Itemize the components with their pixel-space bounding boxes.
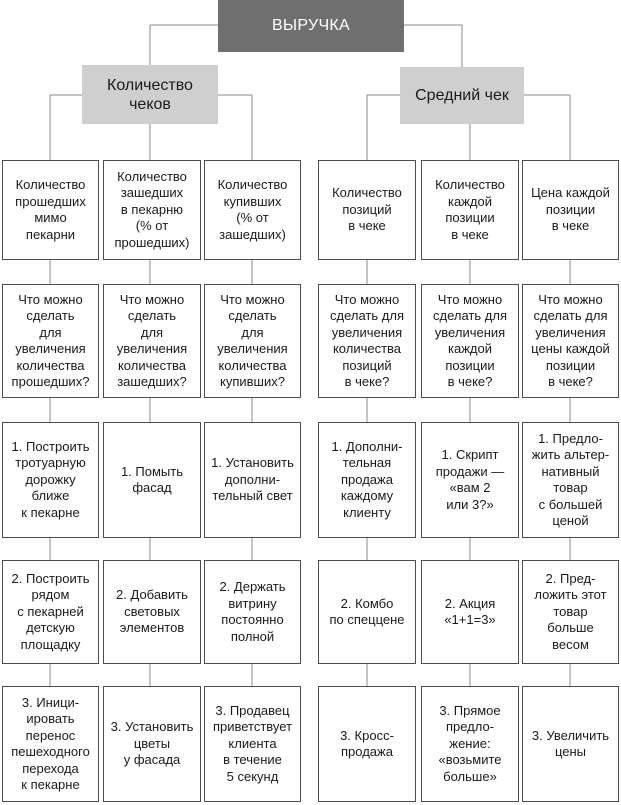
idea-box xyxy=(318,560,416,664)
idea-box xyxy=(318,686,416,802)
idea-box xyxy=(522,422,619,538)
metric-box xyxy=(204,160,301,260)
question-label: Что можно сделать для увеличения количества зашедших? xyxy=(116,291,188,389)
question-box xyxy=(522,284,619,398)
idea-box xyxy=(318,422,416,538)
idea-label: 3. Прямое предло- жение: «возьмите больше» xyxy=(438,702,502,784)
idea-label: 2. Пред- ложить этот товар больше весом xyxy=(534,570,607,652)
idea-label: 1. Предло- жить альтер- нативный товар с большей ценой xyxy=(531,430,610,528)
idea-label: 3. Иници- ировать перенос пешеходного перехода к пекарне xyxy=(11,694,90,792)
idea-box xyxy=(204,686,301,802)
idea-label: 1. Помыть фасад xyxy=(120,463,184,495)
metric-label: Цена каждой позиции в чеке xyxy=(531,185,610,234)
root-node xyxy=(218,0,404,52)
idea-label: 2. Держать витрину постоянно полной xyxy=(219,579,286,644)
metric-box xyxy=(103,160,201,260)
idea-box xyxy=(522,686,619,802)
idea-label: 2. Акция «1+1=3» xyxy=(444,595,496,627)
question-label: Что можно сделать для увеличения количества прошедших? xyxy=(11,291,90,389)
idea-label: 1. Установить дополни- тельный свет xyxy=(211,455,294,504)
idea-label: 3. Установить цветы у фасада xyxy=(110,719,194,768)
question-label: Что можно сделать для увеличения цены каждой позиции в чеке? xyxy=(531,291,610,389)
idea-box xyxy=(204,422,301,538)
question-label: Что можно сделать для увеличения количества купивших? xyxy=(217,291,288,389)
metric-box xyxy=(522,160,619,260)
question-box xyxy=(421,284,519,398)
metric-label: Количество каждой позиции в чеке xyxy=(435,177,505,242)
idea-label: 2. Добавить световых элементов xyxy=(116,587,188,636)
metric-label: Количество позиций в чеке xyxy=(332,185,402,234)
question-box xyxy=(204,284,301,398)
branch-label: Количество чеков xyxy=(107,76,193,113)
question-label: Что можно сделать для увеличения каждой позиции в чеке? xyxy=(433,291,507,389)
idea-label: 2. Комбо по спеццене xyxy=(329,595,405,627)
idea-box xyxy=(2,686,99,802)
idea-label: 1. Дополни- тельная продажа каждому клиенту xyxy=(331,438,403,520)
idea-box xyxy=(2,422,99,538)
metric-box xyxy=(2,160,99,260)
question-box xyxy=(318,284,416,398)
idea-box xyxy=(204,560,301,664)
idea-label: 1. Скрипт продажи — «вам 2 или 3?» xyxy=(435,447,505,512)
metric-box xyxy=(318,160,416,260)
question-label: Что можно сделать для увеличения количества позиций в чеке? xyxy=(330,291,404,389)
idea-box xyxy=(103,422,201,538)
branch-node-average-check xyxy=(400,67,524,124)
idea-box xyxy=(421,686,519,802)
idea-label: 3. Продавец приветствует клиента в течение 5 секунд xyxy=(212,702,293,784)
metric-label: Количество прошедших мимо пекарни xyxy=(15,177,86,242)
idea-box xyxy=(2,560,99,664)
idea-box xyxy=(421,560,519,664)
idea-label: 3. Кросс- продажа xyxy=(340,727,394,759)
idea-box xyxy=(103,686,201,802)
idea-label: 2. Построить рядом с пекарней детскую площадку xyxy=(11,570,90,652)
question-box xyxy=(2,284,99,398)
idea-box xyxy=(103,560,201,664)
metric-label: Количество купивших (% от зашедших) xyxy=(217,177,288,242)
metric-box xyxy=(421,160,519,260)
idea-label: 1. Построить тротуарную дорожку ближе к пекарне xyxy=(11,438,90,520)
idea-label: 3. Увеличить цены xyxy=(531,727,610,759)
metric-label: Количество зашедших в пекарню (% от прошедших) xyxy=(114,168,190,250)
question-box xyxy=(103,284,201,398)
branch-node-check-count xyxy=(82,65,218,124)
idea-box xyxy=(421,422,519,538)
root-label: ВЫРУЧКА xyxy=(271,17,351,34)
branch-label: Средний чек xyxy=(415,87,509,104)
idea-box xyxy=(522,560,619,664)
